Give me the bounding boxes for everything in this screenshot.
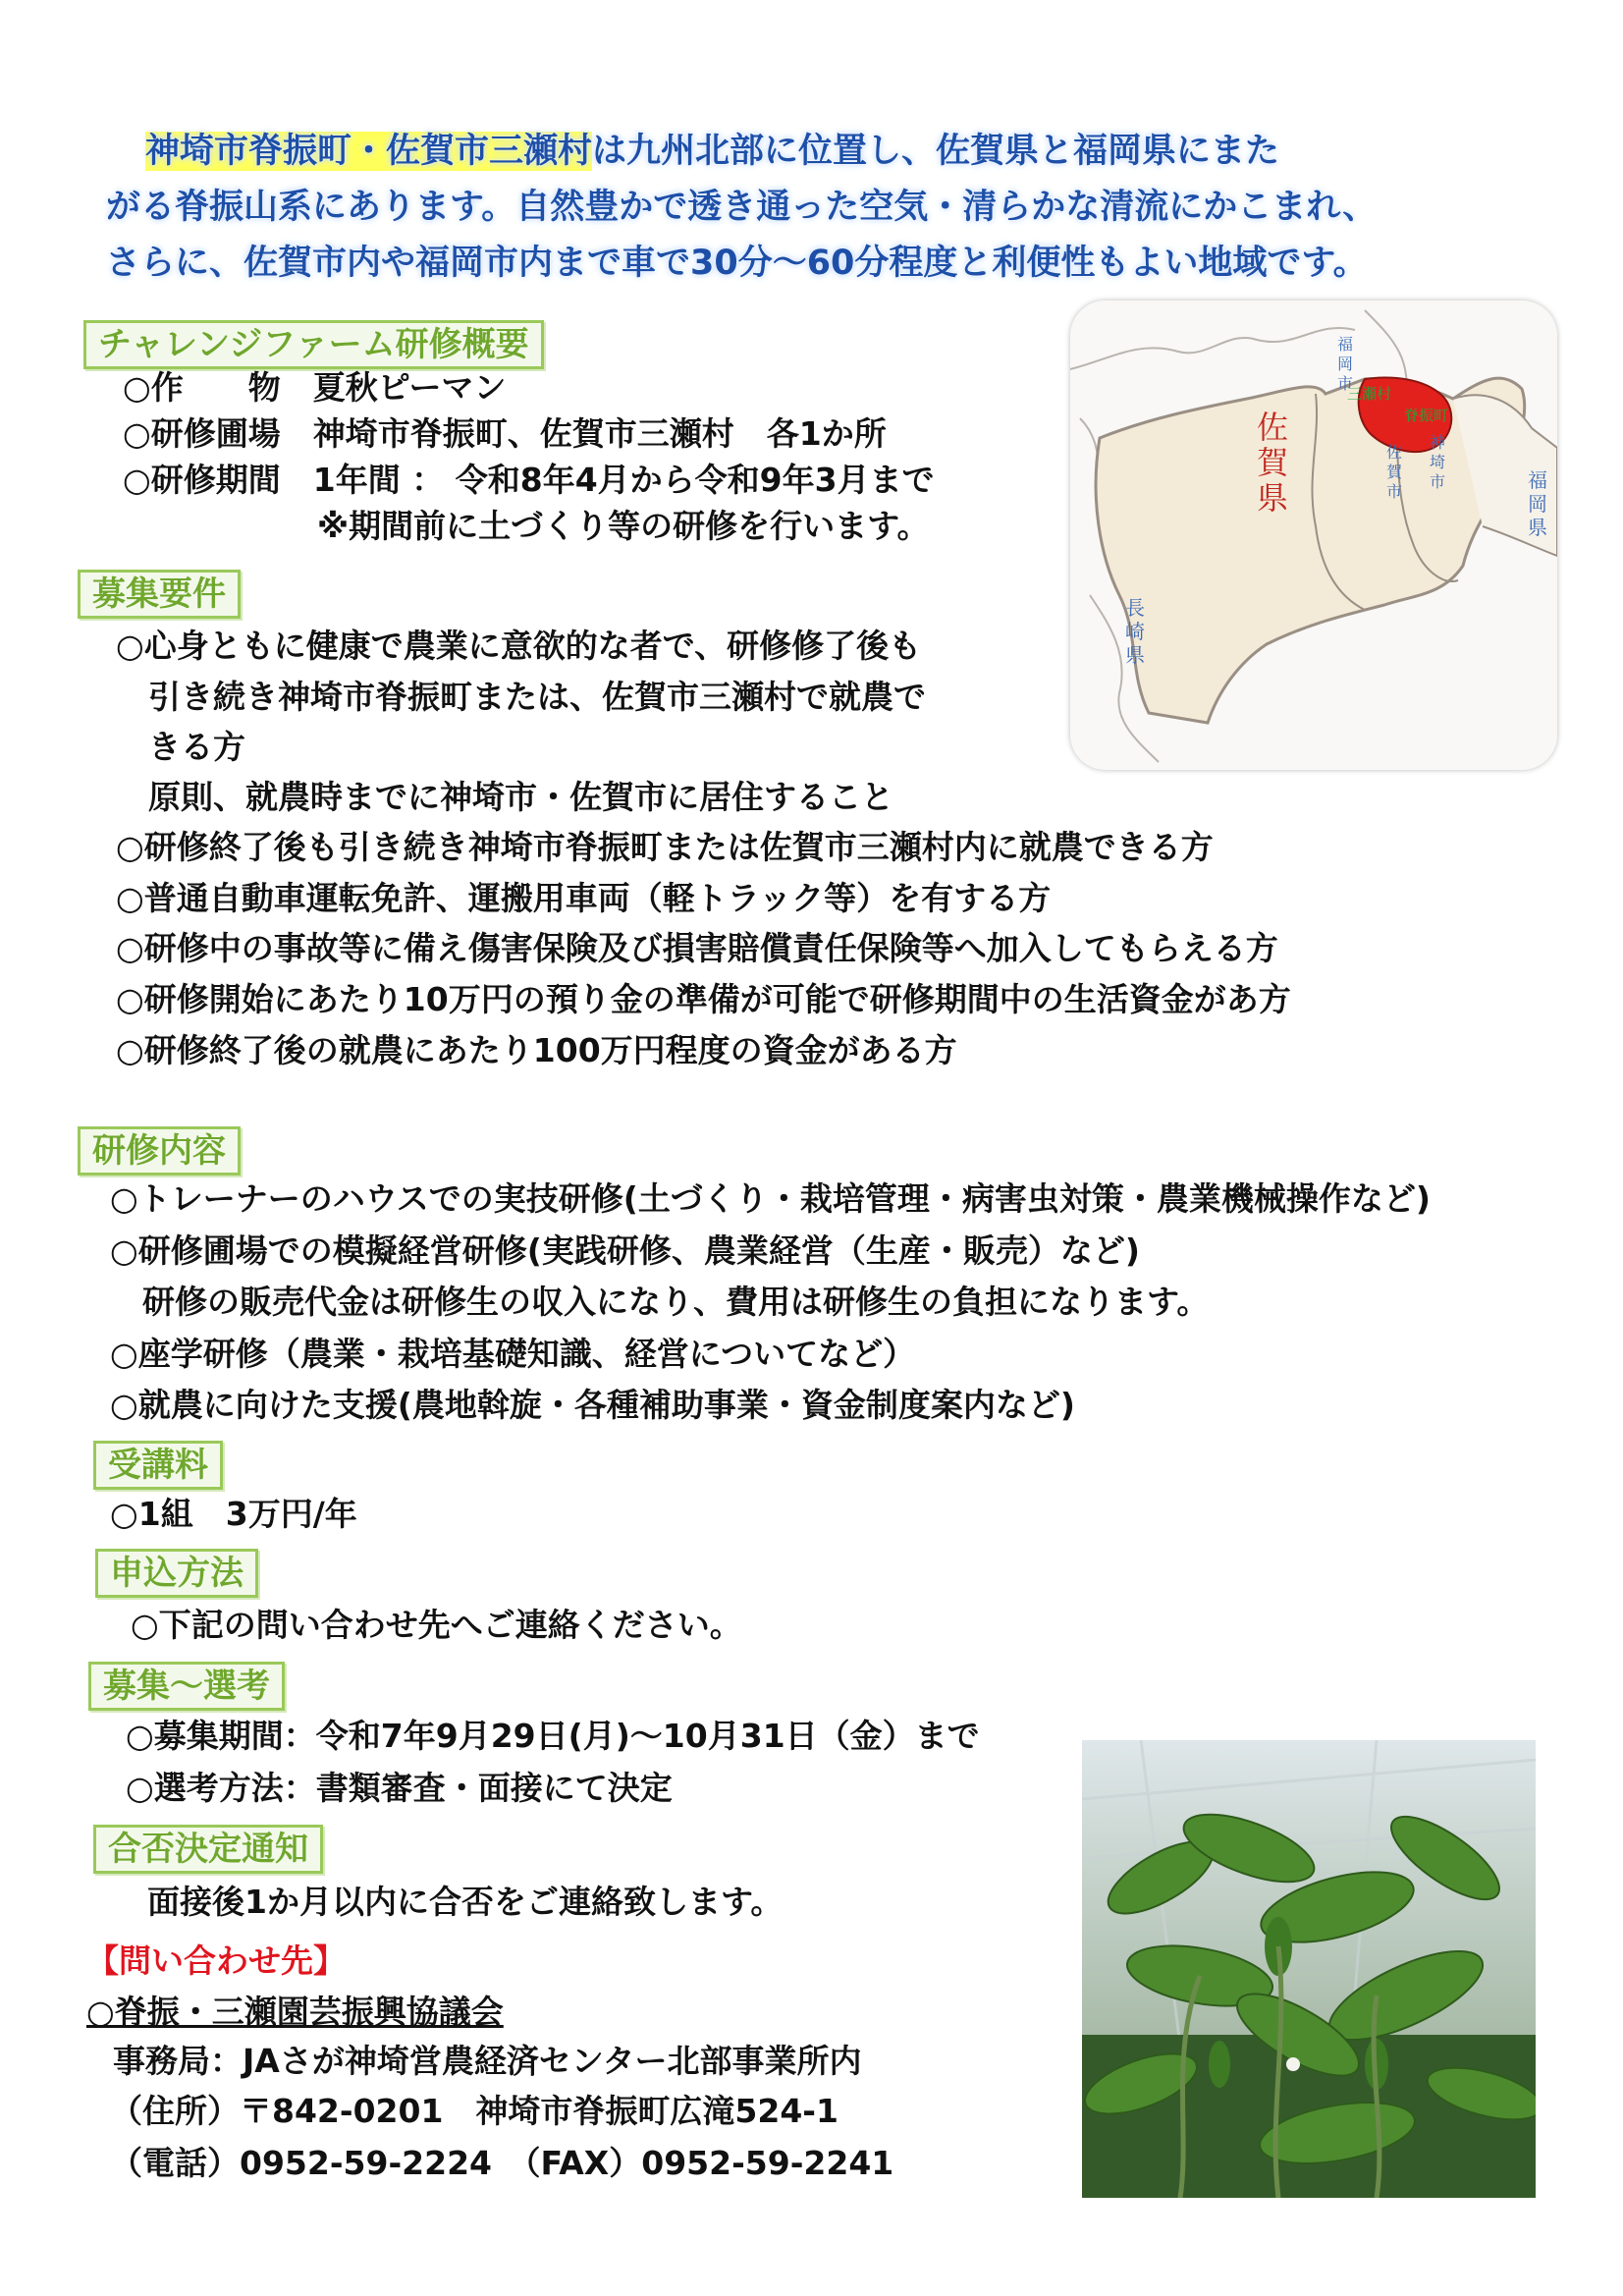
requirement-line: ○研修中の事故等に備え傷害保険及び損害賠償責任保険等へ加入してもらえる方 xyxy=(116,929,1278,967)
overview-line: ○作 物 夏秋ピーマン xyxy=(123,368,507,407)
intro-line-1-rest: は九州北部に位置し、佐賀県と福岡県にまた xyxy=(592,132,1280,171)
pepper-photo-graphic xyxy=(1082,1740,1536,2198)
content-line: ○トレーナーのハウスでの実技研修(土づくり・栽培管理・病害虫対策・農業機械操作など) xyxy=(110,1179,1431,1218)
contact-office: 事務局：JAさが神埼営農経済センター北部事業所内 xyxy=(113,2042,862,2080)
apply-line: ○下記の問い合わせ先へご連絡ください。 xyxy=(131,1606,742,1644)
intro-paragraph xyxy=(106,124,1559,292)
requirement-line: ○研修終了後の就農にあたり100万円程度の資金がある方 xyxy=(116,1031,957,1069)
map-label-char: 福 xyxy=(1528,468,1547,492)
region-map xyxy=(1070,301,1557,770)
requirement-line: きる方 xyxy=(116,728,245,766)
requirement-line: 引き続き神埼市脊振町または、佐賀市三瀬村で就農で xyxy=(116,678,926,716)
content-line: ○研修圃場での模擬経営研修(実践研修、農業経営（生産・販売）など) xyxy=(110,1231,1140,1270)
content-line: ○座学研修（農業・栽培基礎知識、経営についてなど） xyxy=(110,1335,916,1373)
intro-line-3: さらに、佐賀市内や福岡市内まで車で30分～60分程度と利便性もよい地域です。 xyxy=(106,244,1368,283)
map-label-nagasaki-pref xyxy=(1125,596,1145,667)
requirement-line: ○心身ともに健康で農業に意欲的な者で、研修修了後も xyxy=(116,627,922,665)
intro-line-2: がる脊振山系にあります。自然豊かで透き通った空気・清らかな清流にかこまれ、 xyxy=(106,188,1378,227)
map-label-char: 福 xyxy=(1337,335,1354,354)
notice-line: 面接後1か月以内に合否をご連絡致します。 xyxy=(147,1883,784,1921)
overview-line: ※期間前に土づくり等の研修を行います。 xyxy=(123,507,930,545)
map-label-sefuri: 脊振町 xyxy=(1404,407,1449,424)
requirement-line: ○普通自動車運転免許、運搬用車両（軽トラック等）を有する方 xyxy=(116,879,1052,917)
map-label-char: 市 xyxy=(1337,374,1354,393)
contact-org: ○脊振・三瀬園芸振興協議会 xyxy=(86,1993,504,2031)
map-label-char: 賀 xyxy=(1386,463,1403,481)
intro-highlight: 神埼市脊振町・佐賀市三瀬村 xyxy=(145,132,593,171)
map-graphic xyxy=(1070,301,1557,770)
overview-line: ○研修期間 1年間 ： 令和8年4月から令和9年3月まで xyxy=(123,461,935,499)
map-label-char: 佐 xyxy=(1257,409,1289,446)
requirement-line: 原則、就農時までに神埼市・佐賀市に居住すること xyxy=(116,778,893,816)
map-label-char: 県 xyxy=(1528,516,1547,539)
map-label-char: 崎 xyxy=(1125,620,1145,643)
map-label-mitsuse: 三瀬村 xyxy=(1347,385,1392,403)
selection-line: ○選考方法：書類審査・面接にて決定 xyxy=(126,1769,673,1807)
content-line: 研修の販売代金は研修生の収入になり、費用は研修生の負担になります。 xyxy=(110,1283,1210,1321)
map-label-kanzaki-city xyxy=(1430,433,1445,491)
map-label-char: 佐 xyxy=(1386,443,1403,462)
requirement-line: ○研修開始にあたり10万円の預り金の準備が可能で研修期間中の生活資金があ方 xyxy=(116,980,1291,1018)
contact-phone: （電話）0952-59-2224 （FAX）0952-59-2241 xyxy=(110,2144,894,2182)
overview-line: ○研修圃場 神埼市脊振町、佐賀市三瀬村 各1か所 xyxy=(123,414,887,453)
contact-heading: 【問い合わせ先】 xyxy=(86,1941,346,1980)
map-label-char: 神 xyxy=(1430,433,1446,452)
selection-line: ○募集期間：令和7年9月29日(月)～10月31日（金）まで xyxy=(126,1717,980,1755)
fee-line: ○1組 3万円/年 xyxy=(110,1495,357,1533)
map-label-char: 賀 xyxy=(1257,444,1289,481)
map-label-saga-city xyxy=(1386,443,1403,501)
section-title-selection: 募集～選考 xyxy=(88,1662,285,1711)
contact-address: （住所）〒842-0201 神埼市脊振町広滝524-1 xyxy=(110,2092,839,2130)
map-label-char: 長 xyxy=(1125,596,1145,620)
map-label-char: 岡 xyxy=(1528,492,1547,516)
section-title-apply: 申込方法 xyxy=(95,1549,258,1598)
pepper-greenhouse-photo xyxy=(1082,1740,1536,2198)
requirement-line: ○研修終了後も引き続き神埼市脊振町または佐賀市三瀬村内に就農できる方 xyxy=(116,828,1214,866)
map-label-char: 岡 xyxy=(1337,355,1354,373)
section-title-requirements: 募集要件 xyxy=(78,570,241,619)
map-label-fukuoka-pref xyxy=(1528,468,1547,539)
intro-line-1 xyxy=(106,124,1559,180)
content-line: ○就農に向けた支援(農地斡旋・各種補助事業・資金制度案内など) xyxy=(110,1386,1075,1424)
map-label-char: 市 xyxy=(1430,472,1446,491)
section-title-notice: 合否決定通知 xyxy=(93,1825,323,1874)
map-label-char: 県 xyxy=(1125,643,1145,667)
map-label-char: 県 xyxy=(1257,479,1289,517)
section-title-content: 研修内容 xyxy=(78,1126,241,1175)
section-title-fee: 受講料 xyxy=(93,1441,223,1490)
map-label-char: 埼 xyxy=(1430,453,1446,471)
section-title-overview: チャレンジファーム研修概要 xyxy=(83,320,544,369)
map-label-char: 市 xyxy=(1386,482,1403,501)
map-label-saga-pref xyxy=(1257,409,1290,517)
